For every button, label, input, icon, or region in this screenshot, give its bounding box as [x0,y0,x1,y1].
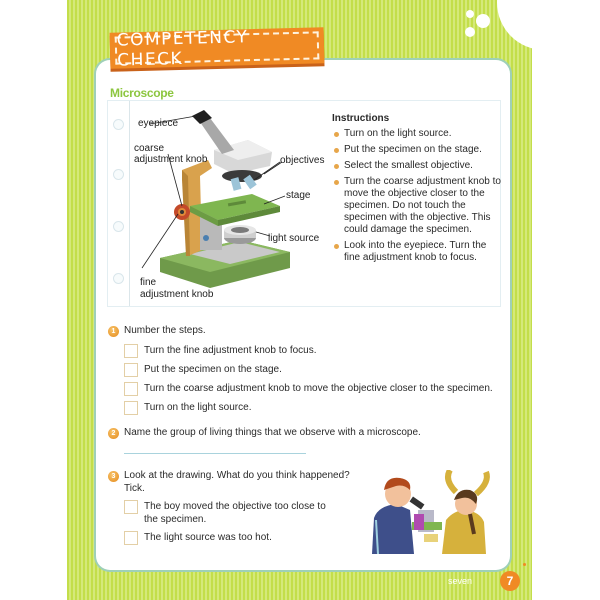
instruction-item: Select the smallest objective. [332,160,502,172]
question-number-icon: 1 [108,326,119,337]
instruction-item: Put the specimen on the stage. [332,144,502,156]
question-2-text: Name the group of living things that we observe with a microscope. [124,427,421,438]
bullet-icon [334,164,339,169]
bullet-icon [334,148,339,153]
tick-option: The light source was too hot. [144,532,272,543]
label-coarse-line1: coarse [134,143,165,154]
tick-option-line2: the specimen. [144,514,207,525]
step-option: Turn the coarse adjustment knob to move the objective closer to the specimen. [144,383,493,394]
instruction-item: Look into the eyepiece. Turn the fine adjustment knob to focus. [332,240,502,264]
question-3-text-line2: Tick. [124,483,145,494]
step-checkbox[interactable] [124,363,138,377]
label-eyepiece: eyepiece [138,118,179,129]
label-objectives: objectives [280,155,325,166]
bullet-icon [334,132,339,137]
label-fine-line1: fine [140,277,157,288]
step-checkbox[interactable] [124,382,138,396]
step-checkbox[interactable] [124,401,138,415]
label-stage: stage [286,190,311,201]
punch-hole-icon [113,273,124,284]
label-fine-line2: adjustment knob [140,289,214,300]
section-title: Microscope [110,86,174,100]
page-title: COMPETENCY CHECK [116,27,249,71]
punch-hole-icon [113,169,124,180]
step-option: Turn the fine adjustment knob to focus. [144,345,317,356]
bubble-decoration [465,27,475,37]
microscope-illustration [130,110,330,295]
instructions-panel [332,113,502,268]
answer-input-line[interactable] [124,453,306,454]
page-number-badge: 7 [500,571,520,591]
instruction-item: Turn on the light source. [332,128,502,140]
instructions-heading: Instructions [332,113,390,124]
bullet-icon [334,180,339,185]
step-checkbox[interactable] [124,344,138,358]
step-option: Put the specimen on the stage. [144,364,282,375]
step-option: Turn on the light source. [144,402,252,413]
question-3-text-line1: Look at the drawing. What do you think happened? [124,470,350,481]
question-number-icon: 3 [108,471,119,482]
tick-option-line1: The boy moved the objective too close to [144,501,326,512]
children-illustration [370,470,500,555]
question-number-icon: 2 [108,428,119,439]
tick-checkbox[interactable] [124,531,138,545]
bubble-decoration [466,10,474,18]
bubble-decoration [476,14,490,28]
label-light-source: light source [268,233,320,244]
decorative-dot [523,563,526,566]
page-number-word: seven [448,576,473,586]
page-right-margin [532,0,600,600]
instruction-item: Turn the coarse adjustment knob to move the objective closer to the specimen. Do not touch the specimen with the objective. This could damage the specimen. [332,176,502,236]
tick-checkbox[interactable] [124,500,138,514]
bullet-icon [334,244,339,249]
punch-hole-icon [113,119,124,130]
title-banner [110,27,325,69]
question-1-text: Number the steps. [124,325,206,336]
label-coarse-line2: adjustment knob [134,154,208,165]
punch-hole-icon [113,221,124,232]
